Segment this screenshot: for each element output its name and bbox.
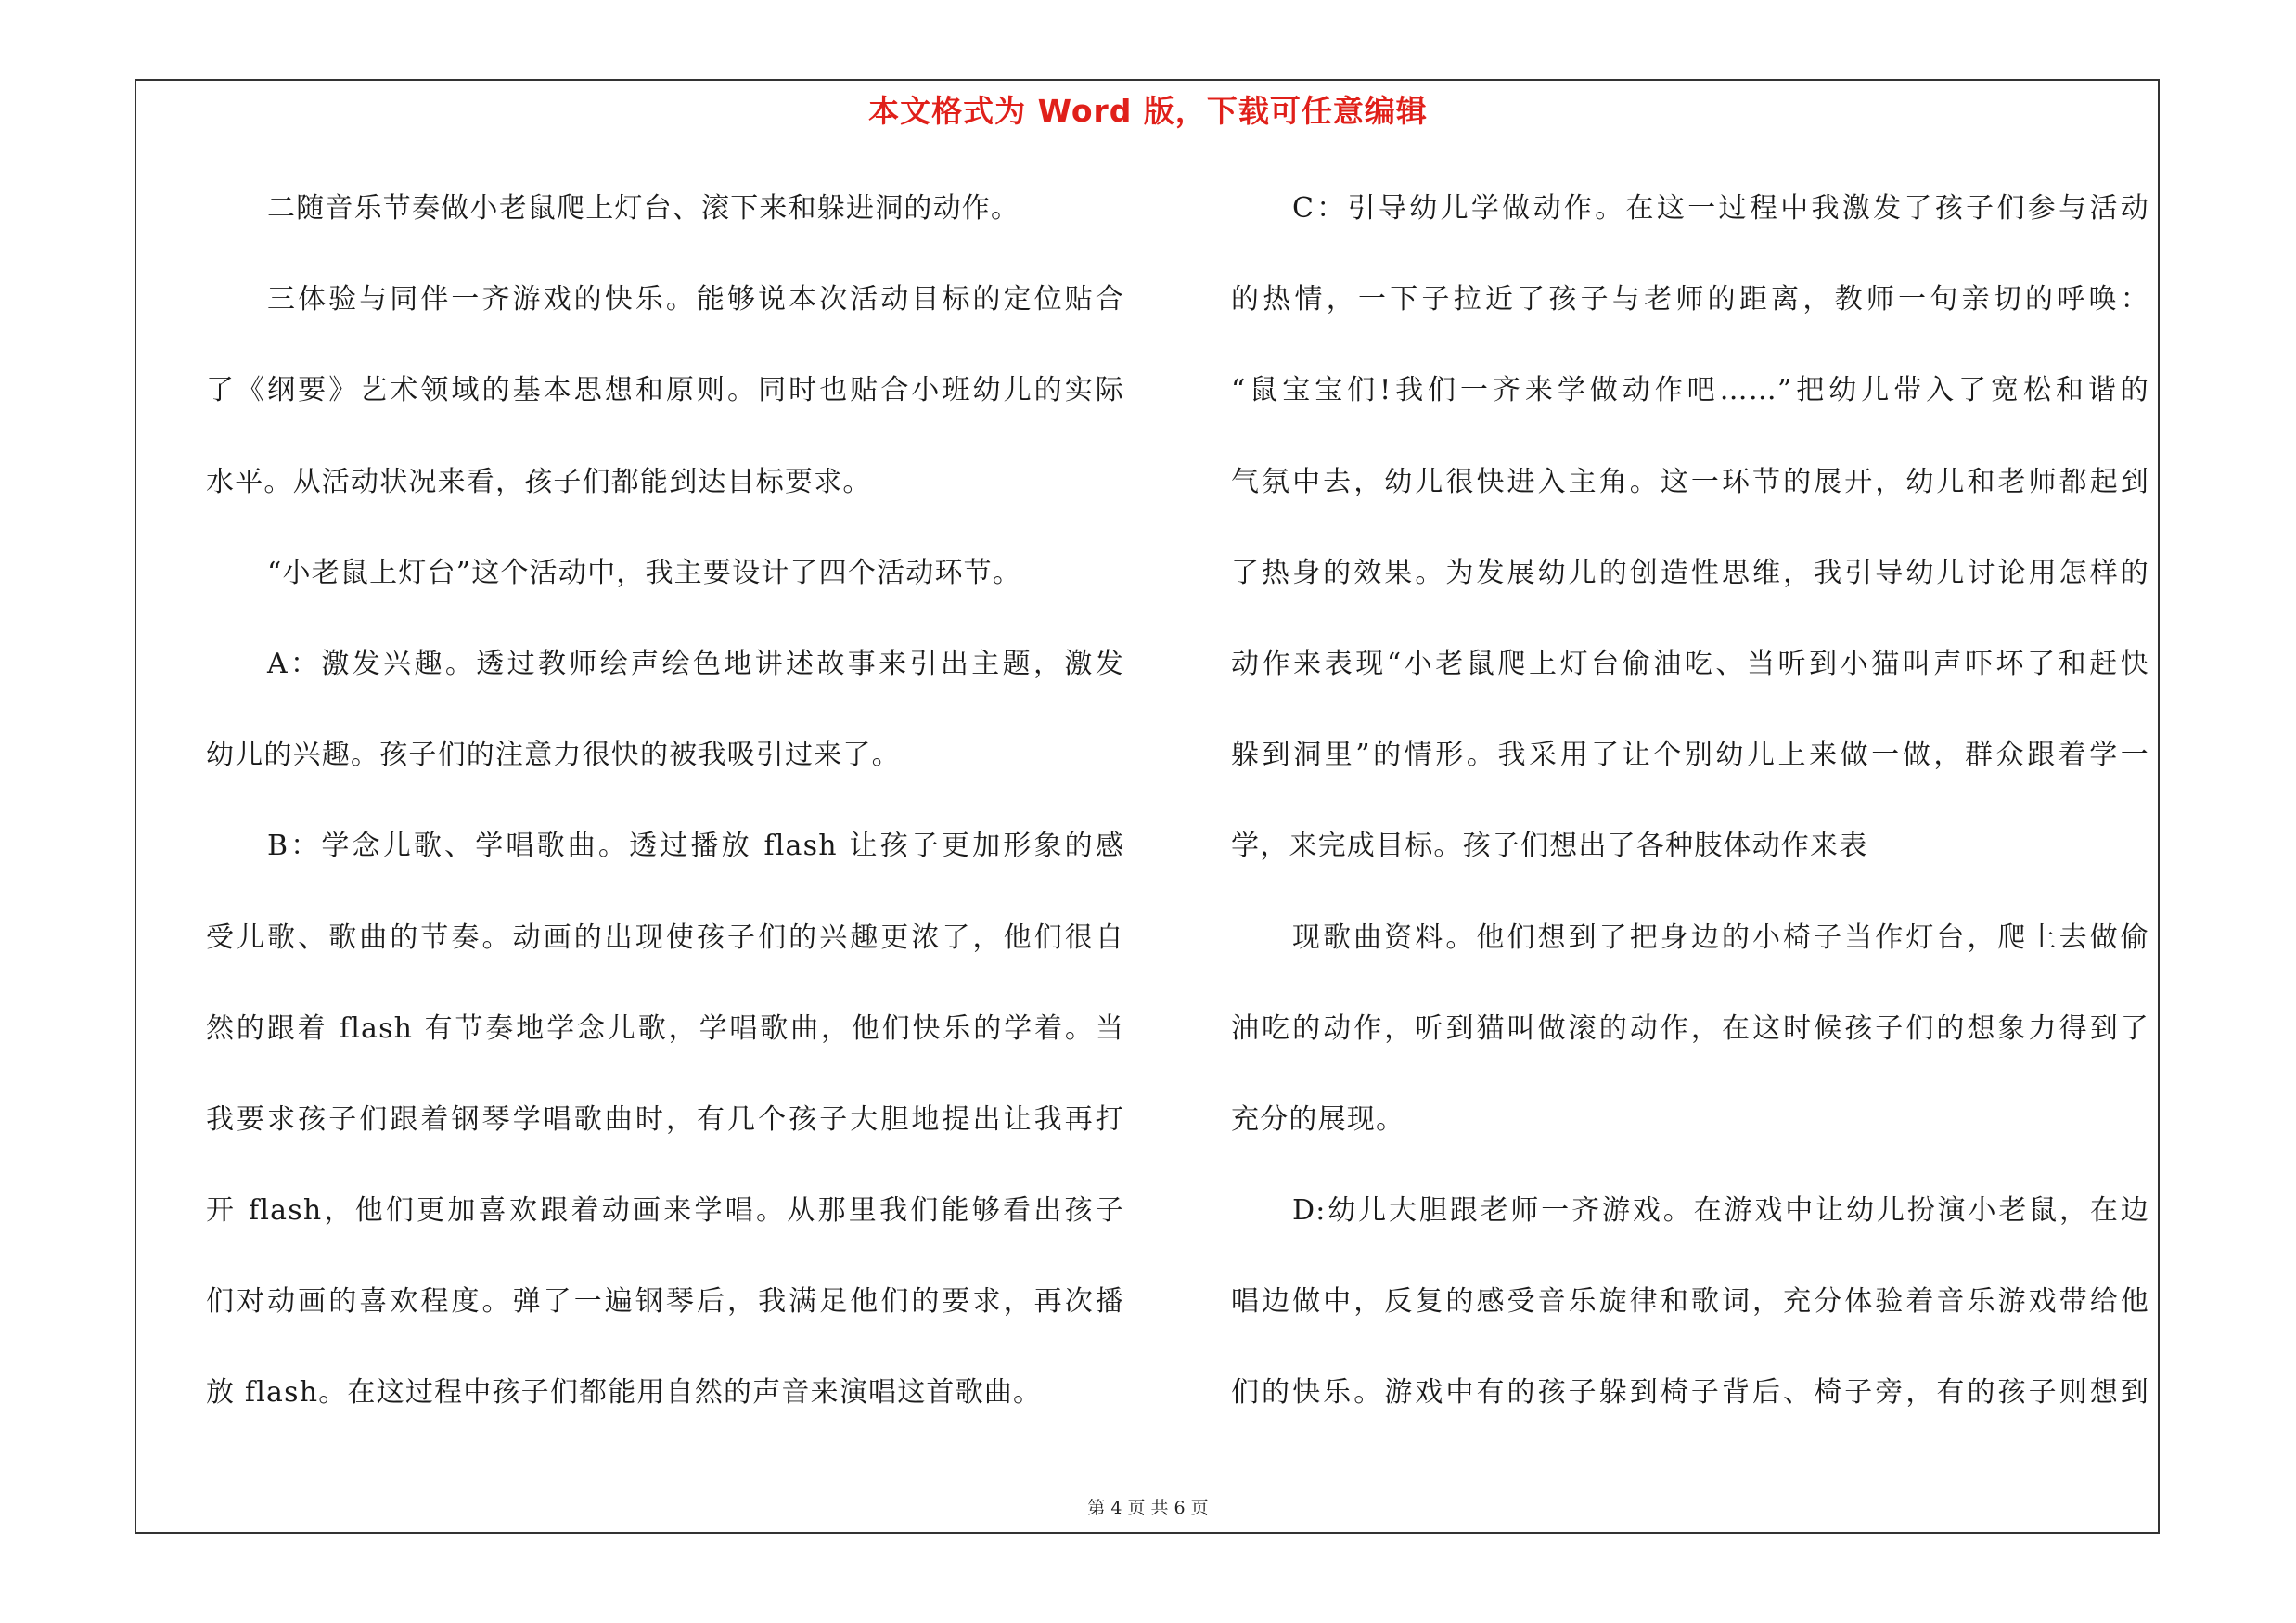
text-line: 受儿歌、歌曲的节奏。动画的出现使孩子们的兴趣更浓了，他们很自 xyxy=(206,921,1124,954)
text-line: 三体验与同伴一齐游戏的快乐。能够说本次活动目标的定位贴合 xyxy=(267,283,1124,316)
text-line: A：激发兴趣。透过教师绘声绘色地讲述故事来引出主题，激发 xyxy=(267,647,1124,680)
text-line: 开 flash，他们更加喜欢跟着动画来学唱。从那里我们能够看出孩子 xyxy=(206,1194,1124,1228)
text-line: B：学念儿歌、学唱歌曲。透过播放 flash 让孩子更加形象的感 xyxy=(267,830,1124,863)
text-line: 躲到洞里”的情形。我采用了让个别幼儿上来做一做，群众跟着学一 xyxy=(1231,739,2149,772)
text-line: 学，来完成目标。孩子们想出了各种肢体动作来表 xyxy=(1231,830,1868,863)
left-column xyxy=(206,181,1124,1457)
text-line: “小老鼠上灯台”这个活动中，我主要设计了四个活动环节。 xyxy=(267,556,1022,589)
text-line: D:幼儿大胆跟老师一齐游戏。在游戏中让幼儿扮演小老鼠，在边 xyxy=(1292,1194,2149,1228)
text-line: C：引导幼儿学做动作。在这一过程中我激发了孩子们参与活动 xyxy=(1292,192,2149,225)
text-line: 了《纲要》艺术领域的基本思想和原则。同时也贴合小班幼儿的实际 xyxy=(206,374,1124,407)
text-line: 了热身的效果。为发展幼儿的创造性思维，我引导幼儿讨论用怎样的 xyxy=(1231,556,2149,589)
text-line: 唱边做中，反复的感受音乐旋律和歌词，充分体验着音乐游戏带给他 xyxy=(1231,1285,2149,1319)
text-line: 气氛中去，幼儿很快进入主角。这一环节的展开，幼儿和老师都起到 xyxy=(1231,465,2149,498)
page-number-footer: 第 4 页 共 6 页 xyxy=(1087,1498,1209,1518)
text-line: 们对动画的喜欢程度。弹了一遍钢琴后，我满足他们的要求，再次播 xyxy=(206,1285,1124,1319)
text-line: 我要求孩子们跟着钢琴学唱歌曲时，有几个孩子大胆地提出让我再打 xyxy=(206,1102,1124,1136)
text-line: 油吃的动作，听到猫叫做滚的动作，在这时候孩子们的想象力得到了 xyxy=(1231,1011,2149,1045)
text-line: 水平。从活动状况来看，孩子们都能到达目标要求。 xyxy=(206,465,872,498)
document-banner: 本文格式为 Word 版，下载可任意编辑 xyxy=(868,93,1428,129)
text-line: “鼠宝宝们!我们一齐来学做动作吧……”把幼儿带入了宽松和谐的 xyxy=(1231,374,2149,407)
text-line: 幼儿的兴趣。孩子们的注意力很快的被我吸引过来了。 xyxy=(206,739,901,772)
text-line: 然的跟着 flash 有节奏地学念儿歌，学唱歌曲，他们快乐的学着。当 xyxy=(206,1011,1124,1045)
text-line: 充分的展现。 xyxy=(1231,1102,1405,1136)
text-line: 现歌曲资料。他们想到了把身边的小椅子当作灯台，爬上去做偷 xyxy=(1292,921,2149,954)
text-line: 动作来表现“小老鼠爬上灯台偷油吃、当听到小猫叫声吓坏了和赶快 xyxy=(1231,647,2149,680)
right-column xyxy=(1231,181,2149,1457)
text-line: 放 flash。在这过程中孩子们都能用自然的声音来演唱这首歌曲。 xyxy=(206,1376,1043,1410)
text-line: 二随音乐节奏做小老鼠爬上灯台、滚下来和躲进洞的动作。 xyxy=(267,192,1020,225)
text-line: 的热情，一下子拉近了孩子与老师的距离，教师一句亲切的呼唤： xyxy=(1231,283,2149,316)
text-line: 们的快乐。游戏中有的孩子躲到椅子背后、椅子旁，有的孩子则想到 xyxy=(1231,1376,2149,1410)
